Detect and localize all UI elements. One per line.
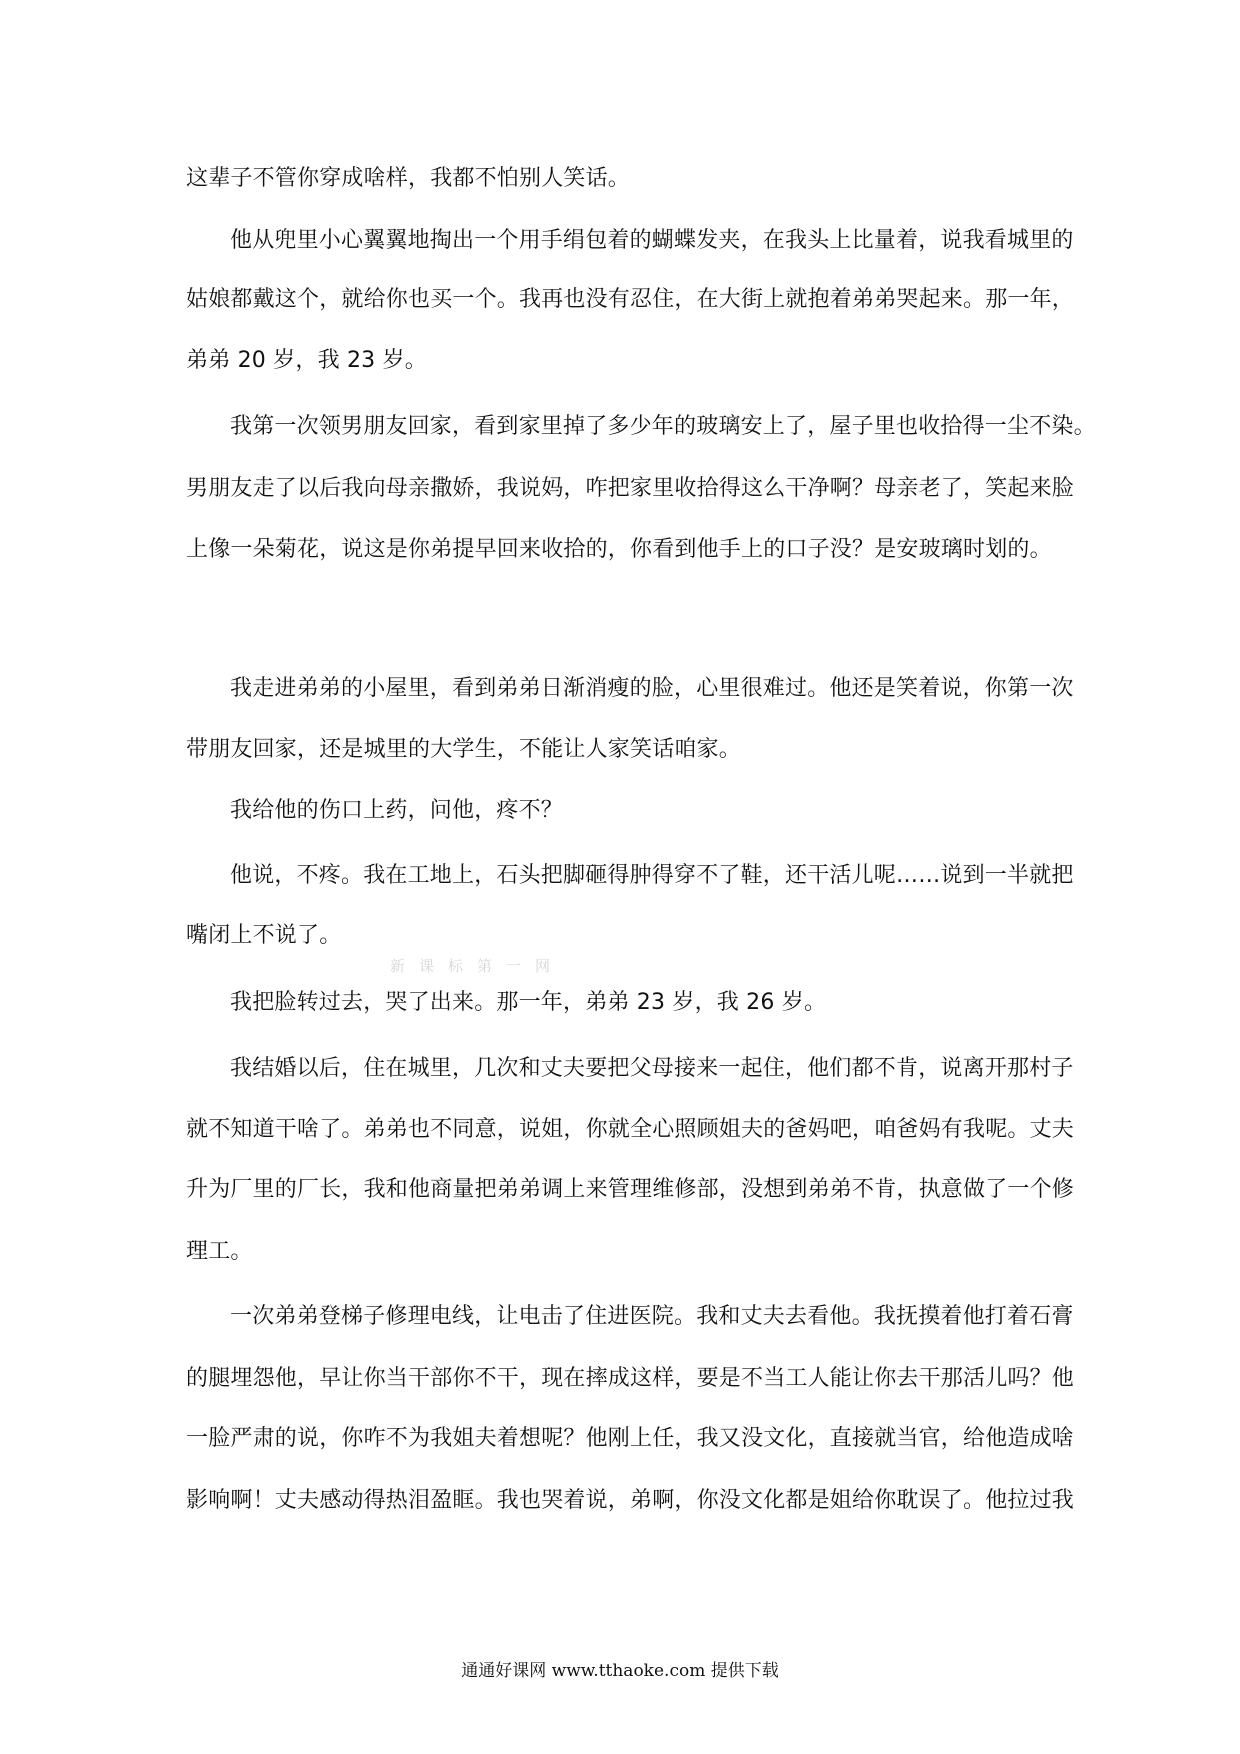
paragraph-line: 弟弟 20 岁，我 23 岁。 [186,348,427,373]
page-footer: 通通好课网 www.tthaoke.com 提供下载 [461,1661,779,1681]
paragraph-line: 带朋友回家，还是城里的大学生，不能让人家笑话咱家。 [186,737,742,762]
paragraph-line: 嘴闭上不说了。 [186,923,342,948]
paragraph-line: 我给他的伤口上药，问他，疼不？ [230,798,564,823]
paragraph-line: 上像一朵菊花，说这是你弟提早回来收拾的，你看到他手上的口子没？是安玻璃时划的。 [186,537,1052,562]
paragraph-line: 男朋友走了以后我向母亲撒娇，我说妈，咋把家里收拾得这么干净啊？母亲老了，笑起来脸 [186,476,1075,501]
paragraph-line: 姑娘都戴这个，就给你也买一个。我再也没有忍住，在大街上就抱着弟弟哭起来。那一年， [186,287,1075,312]
paragraph-line: 一脸严肃的说，你咋不为我姐夫着想呢？他刚上任，我又没文化，直接就当官，给他造成啥 [186,1426,1075,1451]
paragraph-line: 我结婚以后，住在城里，几次和丈夫要把父母接来一起住，他们都不肯，说离开那村子 [230,1056,1074,1081]
paragraph-line: 我把脸转过去，哭了出来。那一年，弟弟 23 岁，我 26 岁。 [230,990,827,1015]
paragraph-line: 这辈子不管你穿成啥样，我都不怕别人笑话。 [186,166,631,191]
paragraph-line: 理工。 [186,1239,253,1264]
watermark: 新课标第一网 [390,957,565,975]
paragraph-line: 他从兜里小心翼翼地掏出一个用手绢包着的蝴蝶发夹，在我头上比量着，说我看城里的 [230,228,1074,253]
paragraph-line: 的腿埋怨他，早让你当干部你不干，现在摔成这样，要是不当工人能让你去干那活儿吗？他 [186,1366,1075,1391]
paragraph-line: 就不知道干啥了。弟弟也不同意，说姐，你就全心照顾姐夫的爸妈吧，咱爸妈有我呢。丈夫 [186,1117,1075,1142]
paragraph-line: 我第一次领男朋友回家，看到家里掉了多少年的玻璃安上了，屋子里也收拾得一尘不染。 [230,414,1096,439]
paragraph-line: 影响啊！丈夫感动得热泪盈眶。我也哭着说，弟啊，你没文化都是姐给你耽误了。他拉过我 [186,1488,1075,1513]
paragraph-line: 他说，不疼。我在工地上，石头把脚砸得肿得穿不了鞋，还干活儿呢……说到一半就把 [230,863,1074,888]
paragraph-line: 我走进弟弟的小屋里，看到弟弟日渐消瘦的脸，心里很难过。他还是笑着说，你第一次 [230,676,1074,701]
paragraph-line: 一次弟弟登梯子修理电线，让电击了住进医院。我和丈夫去看他。我抚摸着他打着石膏 [230,1304,1074,1329]
paragraph-line: 升为厂里的厂长，我和他商量把弟弟调上来管理维修部，没想到弟弟不肯，执意做了一个修 [186,1177,1075,1202]
